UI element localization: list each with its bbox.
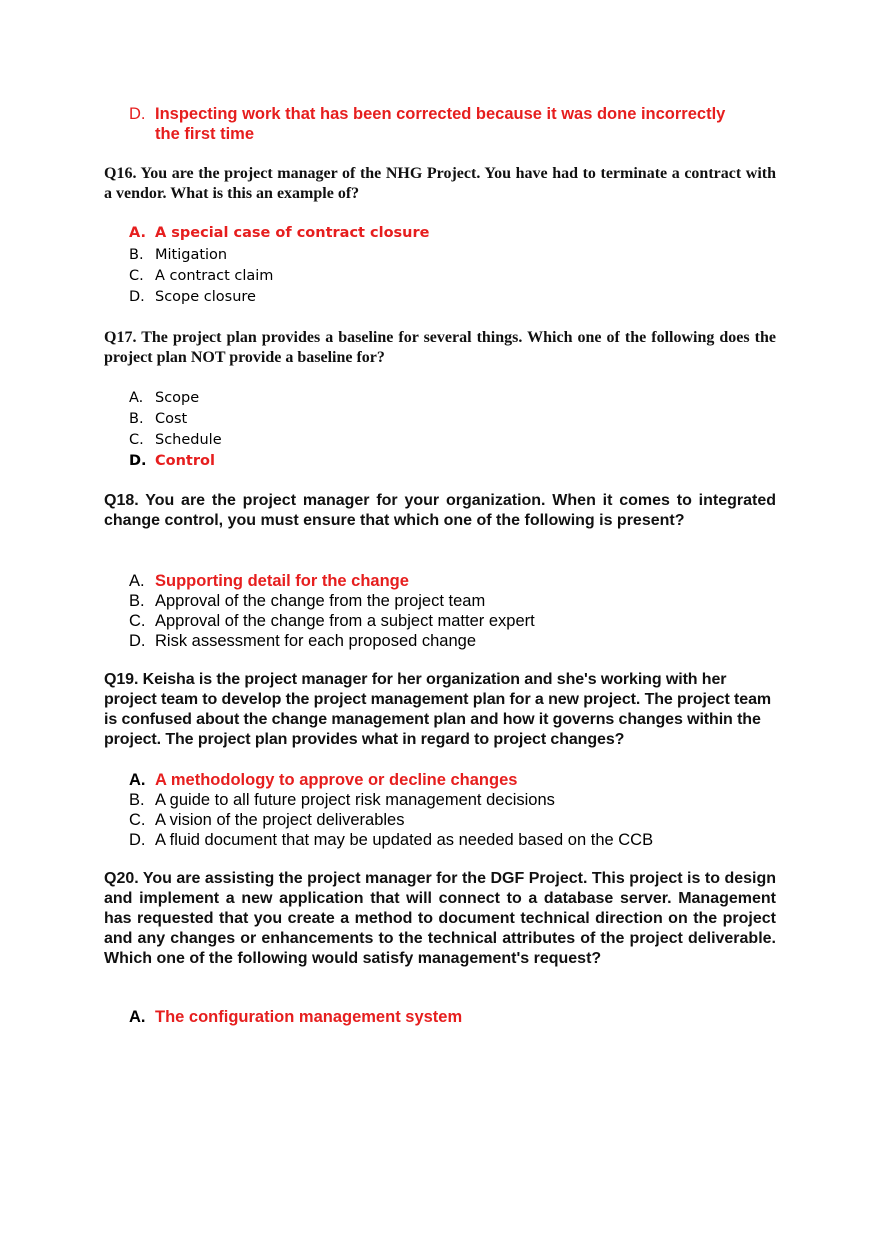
option-text: A special case of contract closure xyxy=(155,225,430,241)
option-label: D. xyxy=(129,105,146,123)
option-text: The configuration management system xyxy=(155,1008,463,1026)
option-label: C. xyxy=(129,811,146,829)
option-label: C. xyxy=(129,268,144,284)
option-label: B. xyxy=(129,592,145,610)
option-text: Control xyxy=(155,453,215,469)
option-text: A guide to all future project risk management decisions xyxy=(155,791,555,809)
option-text: Scope xyxy=(155,390,200,406)
option-text-line1: Inspecting work that has been corrected because it was done incorrectly xyxy=(155,105,726,123)
option-label: B. xyxy=(129,247,144,263)
option-text: Scope closure xyxy=(155,289,256,305)
q16-question: Q16. You are the project manager of the NHG Project. You have had to terminate a contract with a vendor. What is this an example of? xyxy=(104,165,776,202)
option-label: C. xyxy=(129,612,146,630)
option-label: D. xyxy=(129,831,146,849)
q20-question: Q20. You are assisting the project manager for the DGF Project. This project is to design and implement a new application that will connect to a database server. Management has requested that you create a method to document technical direction on the project and any changes or enhancements to the technical attributes of the project deliverable. Which one of the following would satisfy management's request? xyxy=(104,870,776,967)
option-label: A. xyxy=(129,225,146,241)
option-text: Risk assessment for each proposed change xyxy=(155,632,477,650)
option-label: A. xyxy=(129,572,145,590)
option-text: Mitigation xyxy=(155,247,228,263)
option-text: Supporting detail for the change xyxy=(155,572,409,590)
option-label: B. xyxy=(129,411,144,427)
option-label: A. xyxy=(129,771,146,789)
option-text: A contract claim xyxy=(155,268,274,284)
q18-question: Q18. You are the project manager for your organization. When it comes to integrated change control, you must ensure that which one of the following is present? xyxy=(104,492,776,529)
option-label: D. xyxy=(129,289,145,305)
q17-question: Q17. The project plan provides a baseline for several things. Which one of the following does the project plan NOT provide a baseline for? xyxy=(104,329,776,366)
option-text: A fluid document that may be updated as needed based on the CCB xyxy=(155,831,654,849)
option-text: Approval of the change from the project team xyxy=(155,592,486,610)
option-text-line2: the first time xyxy=(155,125,255,143)
option-text: A vision of the project deliverables xyxy=(155,811,405,829)
option-label: A. xyxy=(129,1008,146,1026)
option-label: D. xyxy=(129,632,146,650)
q19-question: Q19. Keisha is the project manager for her organization and she's working with her project team to develop the project management plan for a new project. The project team is confused about the change management plan and how it governs changes within the project. The project plan provides what in regard to project changes? xyxy=(104,671,771,748)
option-label: B. xyxy=(129,791,145,809)
option-text: Approval of the change from a subject matter expert xyxy=(155,612,535,630)
option-label: D. xyxy=(129,453,147,469)
option-text: Cost xyxy=(155,411,188,427)
option-text: Schedule xyxy=(155,432,222,448)
option-text xyxy=(155,104,775,144)
option-label: A. xyxy=(129,390,144,406)
option-text: A methodology to approve or decline changes xyxy=(155,771,518,789)
option-label: C. xyxy=(129,432,144,448)
